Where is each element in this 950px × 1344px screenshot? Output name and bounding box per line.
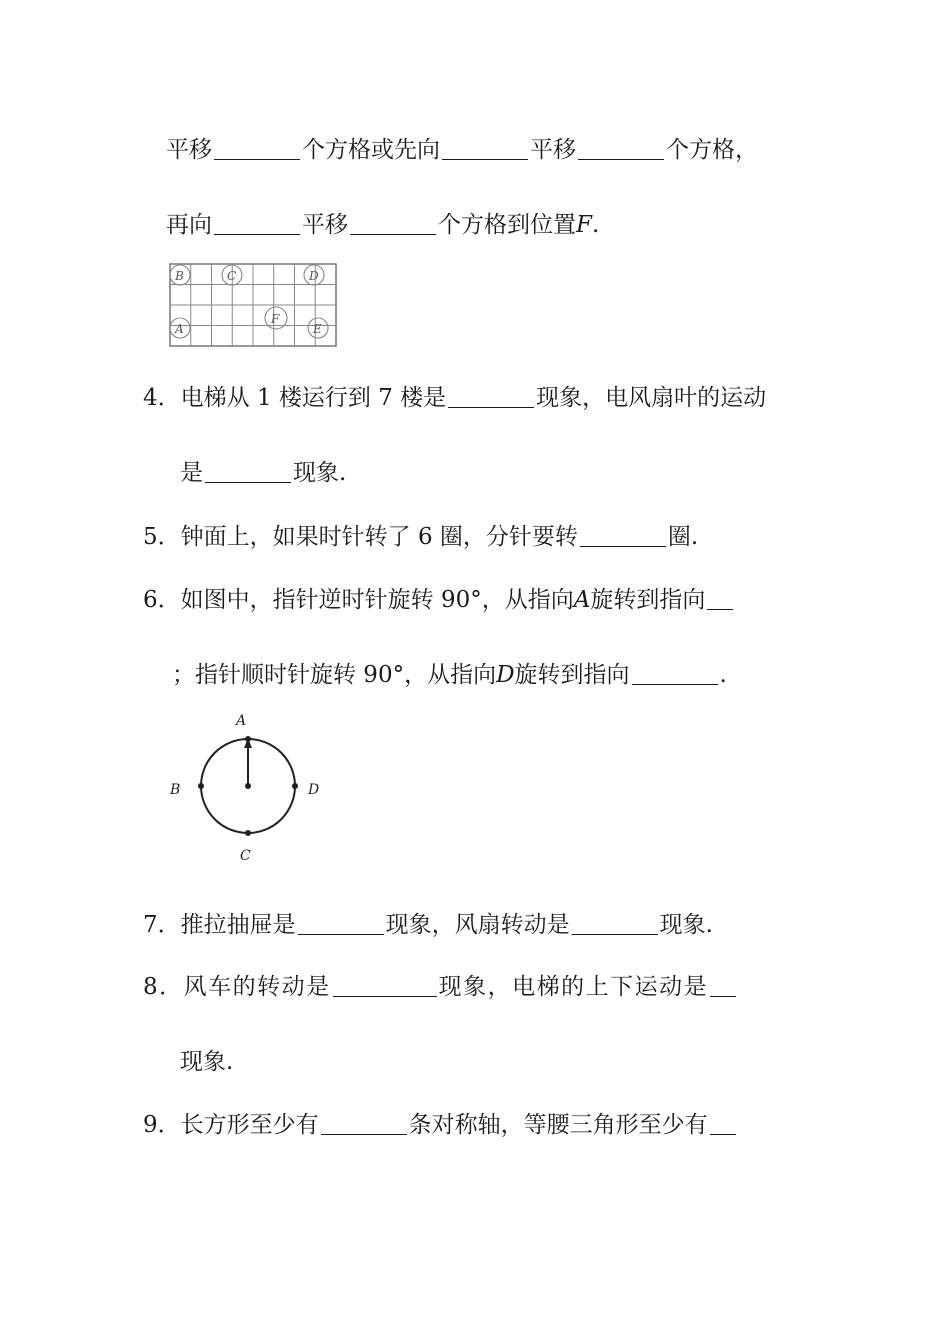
question-9: 9．长方形至少有 条对称轴，等腰三角形至少有 — [143, 1110, 738, 1140]
question-7: 7．推拉抽屉是 现象，风扇转动是 现象. — [143, 912, 713, 938]
answer-blank[interactable] — [710, 1134, 736, 1135]
answer-blank[interactable] — [578, 159, 664, 160]
grid-label-a: A — [175, 322, 184, 336]
question-8-line-1: 8．风车的转动是 现象，电梯的上下运动是 — [143, 972, 738, 1002]
grid-figure — [168, 262, 338, 350]
answer-blank[interactable] — [580, 546, 666, 547]
question-6-line-2: ；指针顺时针旋转 90°，从指向D旋转到指向 . — [172, 662, 727, 688]
answer-blank[interactable] — [710, 996, 736, 997]
answer-blank[interactable] — [298, 934, 384, 935]
answer-blank[interactable] — [448, 407, 534, 408]
pointer-circle-figure — [160, 710, 340, 870]
grid-label-d: D — [309, 269, 319, 283]
answer-blank[interactable] — [572, 934, 658, 935]
question-4-line-1: 4．电梯从 1 楼运行到 7 楼是 现象，电风扇叶的运动 — [143, 385, 767, 411]
circle-label-b: B — [170, 782, 181, 798]
circle-label-c: C — [240, 848, 251, 864]
answer-blank[interactable] — [321, 1134, 407, 1135]
grid-label-e: E — [313, 322, 322, 336]
answer-blank[interactable] — [214, 159, 300, 160]
grid-label-f: F — [271, 312, 280, 326]
answer-blank[interactable] — [350, 234, 436, 235]
grid-label-c: C — [227, 269, 237, 283]
answer-blank[interactable] — [442, 159, 528, 160]
answer-blank[interactable] — [205, 482, 291, 483]
question-5: 5．钟面上，如果时针转了 6 圈，分针要转 圈. — [143, 524, 699, 550]
q3-line-1: 平移 个方格或先向 平移 个方格， — [166, 137, 758, 163]
answer-blank[interactable] — [632, 684, 718, 685]
circle-label-d: D — [308, 782, 320, 798]
answer-blank[interactable] — [214, 234, 300, 235]
answer-blank[interactable] — [707, 609, 733, 610]
grid-label-b: B — [175, 269, 184, 283]
question-6-line-1: 6．如图中，指针逆时针旋转 90°，从指向A旋转到指向 — [143, 585, 735, 615]
q3-line-2: 再向 平移 个方格到位置F. — [166, 212, 600, 238]
question-4-line-2: 是 现象. — [180, 460, 347, 486]
question-8-line-2: 现象. — [180, 1049, 234, 1075]
answer-blank[interactable] — [333, 996, 437, 997]
circle-label-a: A — [236, 713, 247, 729]
